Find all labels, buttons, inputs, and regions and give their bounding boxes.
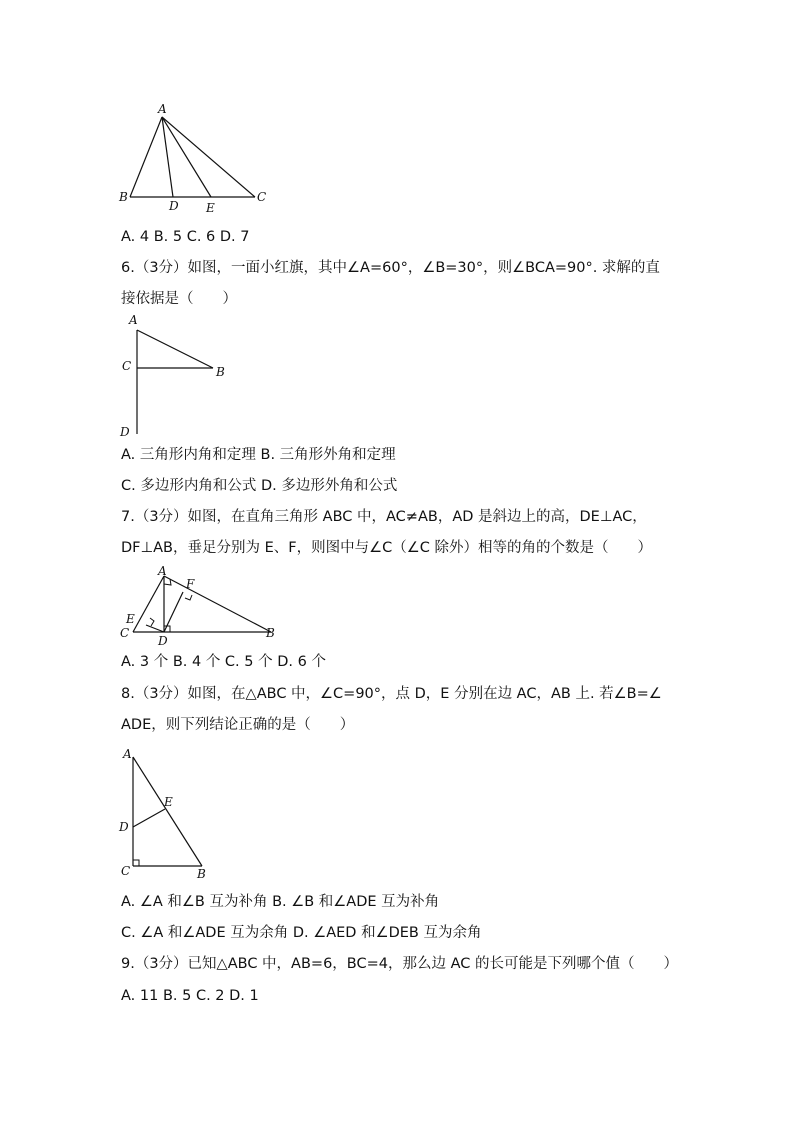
- q5-label-d: D: [169, 199, 179, 213]
- q8-label-c: C: [121, 864, 131, 878]
- q6-label-b: B: [216, 365, 225, 379]
- q8-text-line2: ADE，则下列结论正确的是（ ）: [121, 717, 355, 733]
- q5-triangle-figure: [115, 100, 275, 218]
- q7-label-a: A: [158, 564, 167, 578]
- q8-label-e: E: [164, 795, 173, 809]
- q8-right-triangle-figure: [115, 742, 225, 882]
- q9-options: A. 11 B. 5 C. 2 D. 1: [121, 988, 259, 1004]
- q6-options-ab: A. 三角形内角和定理 B. 三角形外角和定理: [121, 447, 396, 463]
- q8-label-d: D: [119, 820, 129, 834]
- q5-options: A. 4 B. 5 C. 6 D. 7: [121, 229, 250, 245]
- q6-label-d: D: [120, 425, 130, 439]
- q7-text-line2: DF⊥AB，垂足分别为 E、F，则图中与∠C（∠C 除外）相等的角的个数是（ ）: [121, 540, 652, 556]
- q8-text-line1: 8.（3分）如图，在△ABC 中，∠C=90°，点 D，E 分别在边 AC，AB 上. 若∠B=∠: [121, 686, 662, 702]
- q7-label-b: B: [266, 626, 275, 640]
- q7-label-e: E: [126, 612, 135, 626]
- q7-label-c: C: [120, 626, 130, 640]
- q7-label-d: D: [158, 634, 168, 648]
- q5-label-c: C: [257, 190, 267, 204]
- q5-label-b: B: [119, 190, 128, 204]
- q8-label-b: B: [197, 867, 206, 881]
- q6-label-a: A: [129, 313, 138, 327]
- q6-options-cd: C. 多边形内角和公式 D. 多边形外角和公式: [121, 478, 398, 494]
- q5-label-e: E: [206, 201, 215, 215]
- q6-text-line2: 接依据是（ ）: [121, 291, 237, 307]
- q9-text-line1: 9.（3分）已知△ABC 中，AB=6，BC=4，那么边 AC 的长可能是下列哪个值（ ）: [121, 956, 678, 972]
- q6-text-line1: 6.（3分）如图，一面小红旗，其中∠A=60°，∠B=30°，则∠BCA=90°. 求解的直: [121, 260, 660, 276]
- q8-options-ab: A. ∠A 和∠B 互为补角 B. ∠B 和∠ADE 互为补角: [121, 894, 440, 910]
- q7-text-line1: 7.（3分）如图，在直角三角形 ABC 中，AC≠AB，AD 是斜边上的高，DE⊥AC，: [121, 509, 647, 525]
- q6-label-c: C: [122, 359, 132, 373]
- q8-options-cd: C. ∠A 和∠ADE 互为余角 D. ∠AED 和∠DEB 互为余角: [121, 925, 482, 941]
- q7-label-f: F: [186, 577, 195, 591]
- q7-right-triangle-figure: [115, 563, 285, 649]
- q5-label-a: A: [158, 102, 167, 116]
- q7-options: A. 3 个 B. 4 个 C. 5 个 D. 6 个: [121, 654, 326, 670]
- q8-label-a: A: [123, 747, 132, 761]
- q6-flag-figure: [115, 312, 235, 440]
